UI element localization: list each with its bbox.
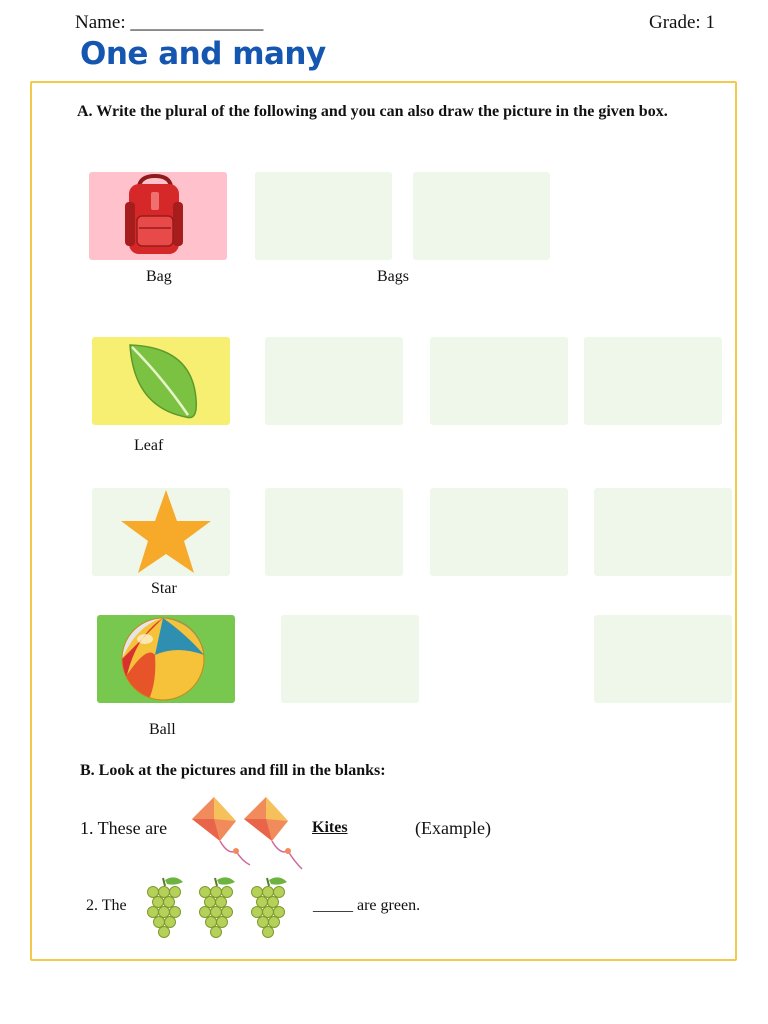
star-icon <box>92 488 230 576</box>
section-b-instruction: B. Look at the pictures and fill in the blanks: <box>80 762 386 779</box>
section-a-instruction: A. Write the plural of the following and you can also draw the picture in the given box. <box>77 103 668 120</box>
word-label-bag: Bag <box>146 268 172 285</box>
question-1-prefix: 1. These are <box>80 818 168 838</box>
backpack-icon <box>89 172 227 260</box>
answer-box[interactable] <box>430 488 568 576</box>
grapes-picture <box>143 874 303 945</box>
ball-picture-box <box>97 615 235 703</box>
answer-box[interactable] <box>281 615 419 703</box>
kite-icon <box>190 795 310 875</box>
answer-box[interactable] <box>594 615 732 703</box>
name-field-label: Name: ______________ <box>75 12 264 33</box>
plural-hint-bags: Bags <box>377 268 409 285</box>
bag-picture-box <box>89 172 227 260</box>
grade-label: Grade: 1 <box>649 12 715 33</box>
beach-ball-icon <box>97 615 235 703</box>
answer-box[interactable] <box>430 337 568 425</box>
answer-box[interactable] <box>265 488 403 576</box>
worksheet-title: One and many <box>80 36 326 72</box>
answer-box[interactable] <box>265 337 403 425</box>
word-label-star: Star <box>151 580 177 597</box>
leaf-picture-box <box>92 337 230 425</box>
star-picture-box <box>92 488 230 576</box>
question-2-prefix: 2. The <box>86 897 127 914</box>
answer-box[interactable] <box>594 488 732 576</box>
word-label-ball: Ball <box>149 721 176 738</box>
question-1-answer: Kites <box>312 819 348 836</box>
grapes-icon <box>143 874 303 940</box>
kites-picture <box>190 795 310 880</box>
answer-box[interactable] <box>255 172 392 260</box>
question-2-blank[interactable]: _____ are green. <box>313 897 421 914</box>
answer-box[interactable] <box>584 337 722 425</box>
answer-box[interactable] <box>413 172 550 260</box>
leaf-icon <box>92 337 230 425</box>
word-label-leaf: Leaf <box>134 437 164 454</box>
question-1-example-note: (Example) <box>415 818 491 838</box>
